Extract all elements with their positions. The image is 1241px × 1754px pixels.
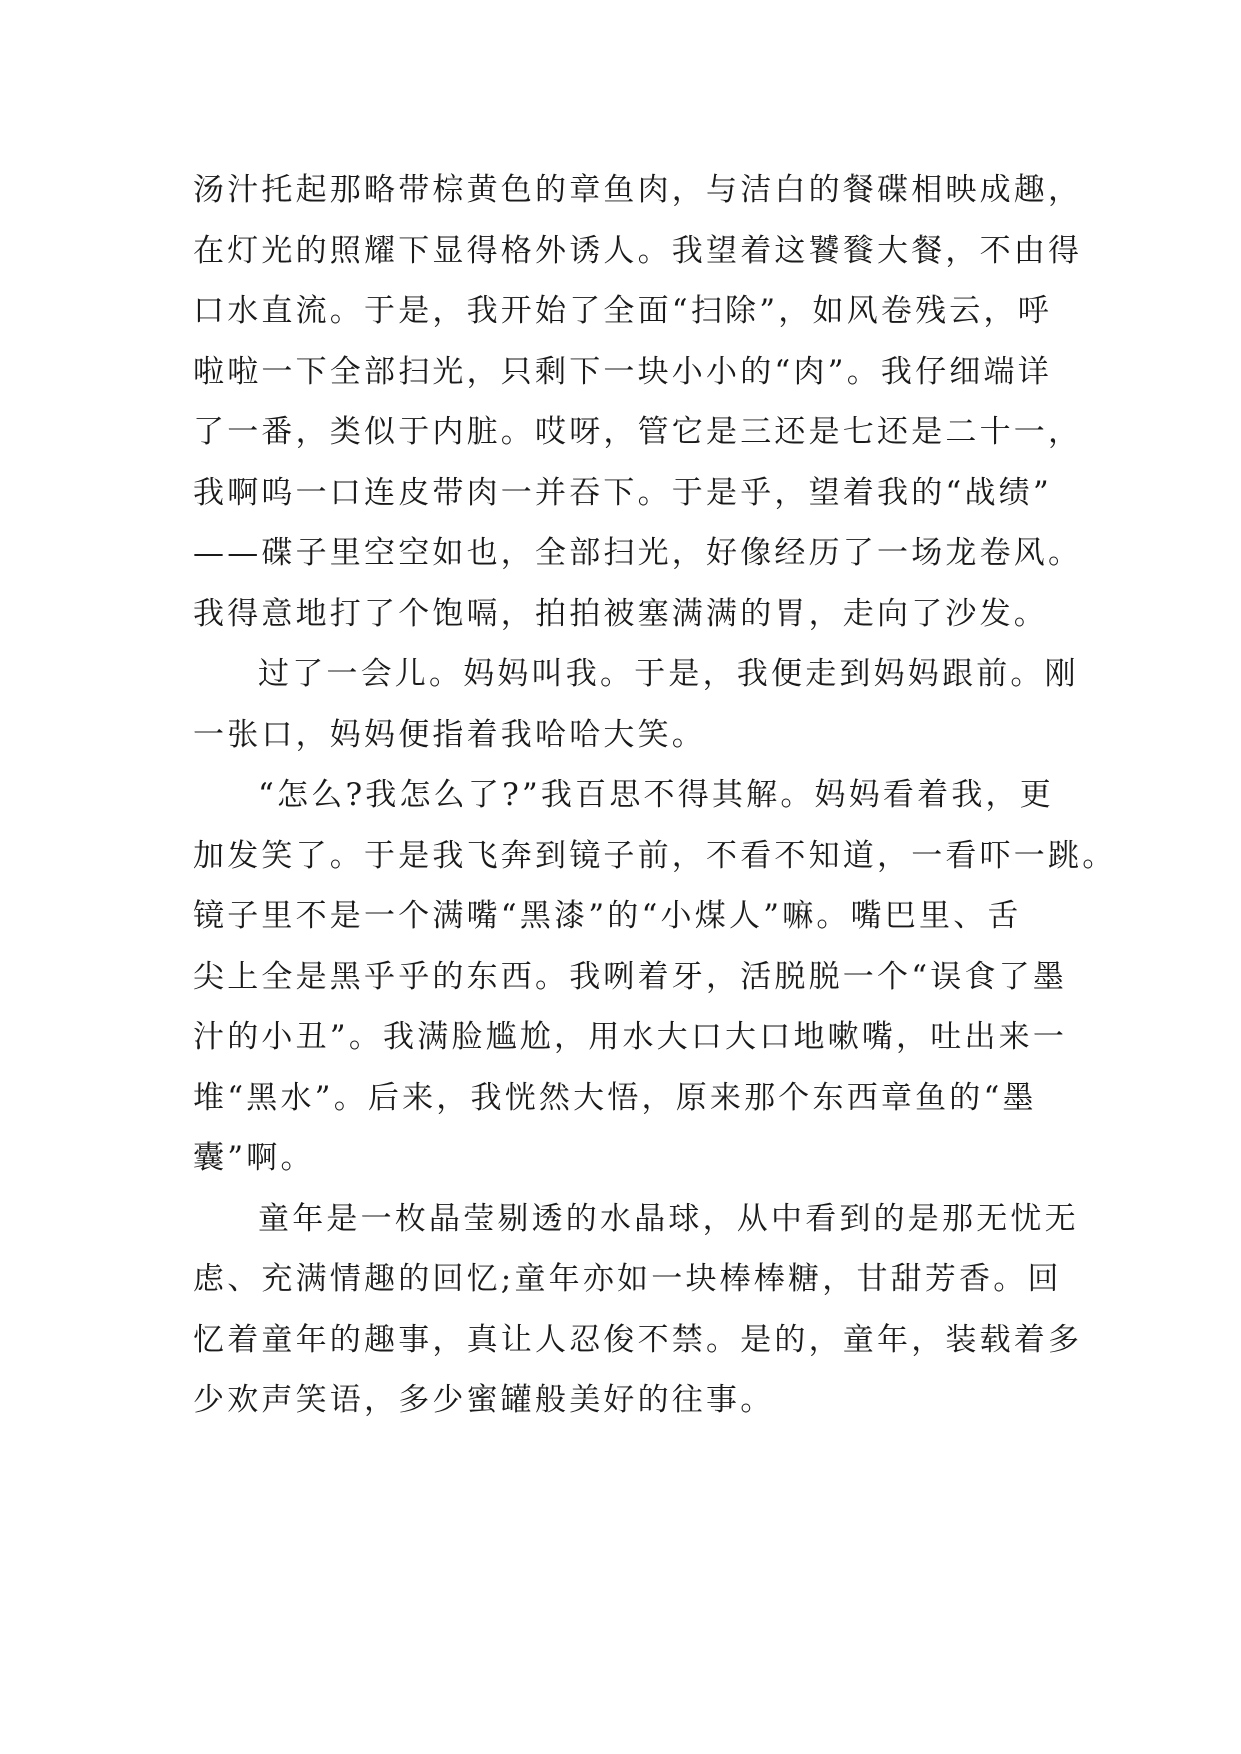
text-line-9: 过了一会儿。妈妈叫我。于是，我便走到妈妈跟前。刚 (258, 656, 1079, 692)
essay-text-body (193, 160, 1117, 1431)
text-line-19: 虑、充满情趣的回忆;童年亦如一块棒棒糖，甘甜芳香。回 (193, 1261, 1062, 1297)
text-line-7: ——碟子里空空如也，全部扫光，好像经历了一场龙卷风。 (193, 535, 1083, 571)
text-line-20: 忆着童年的趣事，真让人忍俊不禁。是的，童年，装载着多 (193, 1321, 1083, 1358)
text-line-21: 少欢声笑语，多少蜜罐般美好的往事。 (193, 1382, 775, 1418)
text-line-10: 一张口，妈妈便指着我哈哈大笑。 (193, 716, 706, 753)
text-line-16: 堆“黑水”。后来，我恍然大悟，原来那个东西章鱼的“墨 (193, 1079, 1037, 1116)
text-line-18: 童年是一枚晶莹剔透的水晶球，从中看到的是那无忧无 (258, 1200, 1079, 1237)
text-line-15: 汁的小丑”。我满脸尴尬，用水大口大口地嗽嘴，吐出来一 (193, 1019, 1068, 1055)
text-line-11: “怎么?我怎么了?”我百思不得其解。妈妈看着我，更 (258, 777, 1054, 813)
text-line-8: 我得意地打了个饱嗝，拍拍被塞满满的胃，走向了沙发。 (193, 595, 1048, 632)
text-line-2: 在灯光的照耀下显得格外诱人。我望着这饕餮大餐，不由得 (193, 232, 1083, 269)
text-line-5: 了一番，类似于内脏。哎呀，管它是三还是七还是二十一， (193, 414, 1083, 450)
text-line-3: 口水直流。于是，我开始了全面“扫除”，如风卷残云，呼 (193, 293, 1052, 329)
text-line-12: 加发笑了。于是我飞奔到镜子前，不看不知道，一看吓一跳。 (193, 837, 1117, 874)
text-line-4: 啦啦一下全部扫光，只剩下一块小小的“肉”。我仔细端详 (193, 353, 1052, 390)
text-line-17: 囊”啊。 (193, 1140, 315, 1176)
text-line-6: 我啊呜一口连皮带肉一并吞下。于是乎，望着我的“战绩” (193, 474, 1052, 511)
text-line-13: 镜子里不是一个满嘴“黑漆”的“小煤人”嘛。嘴巴里、舌 (193, 898, 1022, 934)
text-line-14: 尖上全是黑乎乎的东西。我咧着牙，活脱脱一个“误食了墨 (193, 958, 1068, 995)
text-line-1: 汤汁托起那略带棕黄色的章鱼肉，与洁白的餐碟相映成趣， (193, 172, 1083, 208)
